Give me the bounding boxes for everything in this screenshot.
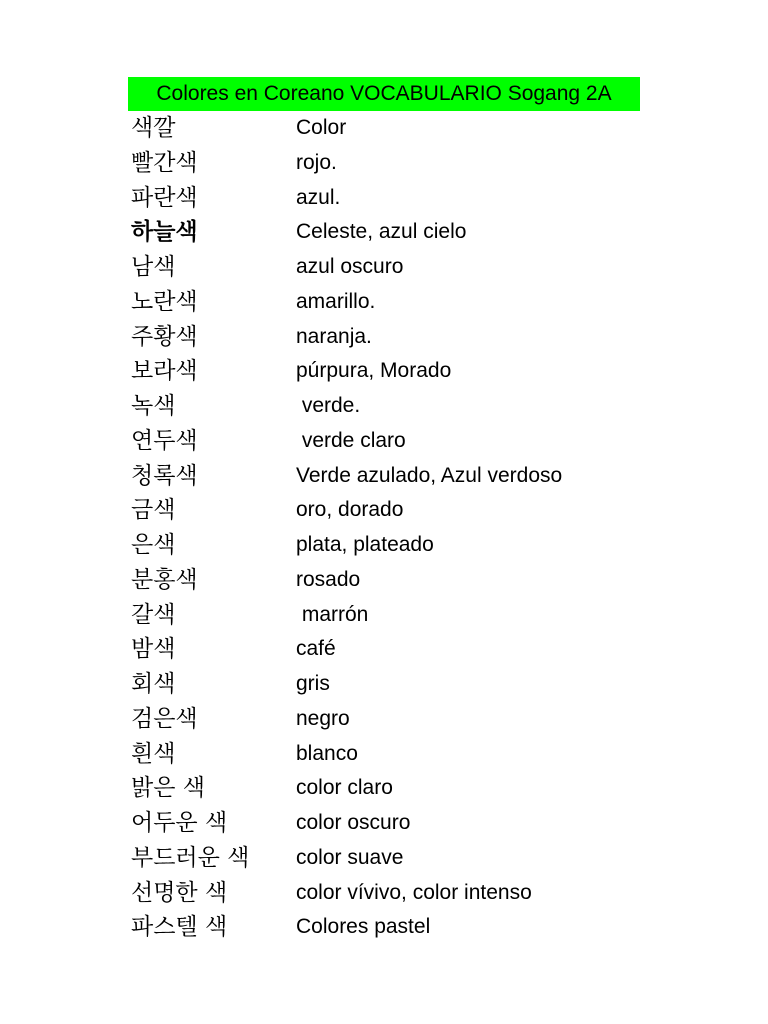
korean-term: 청록색 — [131, 462, 198, 489]
spanish-translation: Celeste, azul cielo — [296, 220, 467, 244]
korean-term: 남색 — [131, 254, 176, 280]
spanish-translation: naranja. — [296, 324, 372, 348]
vocab-row — [0, 389, 768, 424]
spanish-translation: negro — [296, 706, 350, 730]
document-title: Colores en Coreano VOCABULARIO Sogang 2A — [128, 77, 640, 111]
spanish-translation: color oscuro — [296, 811, 411, 834]
spanish-translation: rojo. — [296, 150, 337, 174]
korean-term: 색깔 — [131, 115, 176, 141]
korean-term: 밤색 — [131, 636, 176, 663]
vocab-row — [0, 459, 768, 494]
vocab-row — [0, 702, 768, 737]
korean-term: 금색 — [131, 497, 176, 524]
vocab-row — [0, 598, 768, 633]
vocab-row — [0, 667, 768, 702]
korean-term: 주황색 — [131, 323, 198, 350]
spanish-translation: gris — [296, 672, 330, 695]
spanish-translation: rosado — [296, 567, 361, 591]
korean-term: 파스텔 색 — [131, 914, 228, 941]
vocab-row — [0, 910, 768, 945]
spanish-translation: azul. — [296, 185, 341, 209]
korean-term: 어두운 색 — [131, 810, 228, 836]
vocab-row — [0, 285, 768, 320]
vocab-row — [0, 806, 768, 841]
vocab-row — [0, 771, 768, 806]
korean-term: 부드러운 색 — [131, 844, 250, 871]
spanish-translation: oro, dorado — [296, 498, 404, 522]
vocab-row — [0, 250, 768, 285]
spanish-translation: color suave — [296, 845, 404, 869]
spanish-translation: Colores pastel — [296, 915, 431, 939]
spanish-translation: amarillo. — [296, 289, 376, 313]
vocab-row — [0, 632, 768, 667]
vocab-row — [0, 737, 768, 772]
korean-term: 선명한 색 — [131, 879, 228, 906]
vocab-row — [0, 841, 768, 876]
vocab-row — [0, 493, 768, 528]
vocabulary-list — [0, 111, 768, 945]
vocab-row — [0, 320, 768, 355]
korean-term: 녹색 — [131, 393, 176, 419]
spanish-translation: color claro — [296, 776, 393, 800]
korean-term: 밝은 색 — [131, 775, 205, 802]
spanish-translation: color vívivo, color intenso — [296, 880, 532, 904]
vocab-row — [0, 215, 768, 250]
korean-term: 검은색 — [131, 705, 198, 732]
vocab-row — [0, 354, 768, 389]
korean-term: 하늘색 — [131, 219, 198, 246]
vocab-row — [0, 876, 768, 911]
vocab-row — [0, 146, 768, 181]
korean-term: 연두색 — [131, 427, 198, 454]
spanish-translation: marrón — [296, 602, 369, 626]
spanish-translation: púrpura, Morado — [296, 359, 452, 383]
spanish-translation: Color — [296, 116, 347, 139]
korean-term: 회색 — [131, 671, 176, 697]
vocab-row — [0, 181, 768, 216]
korean-term: 빨간색 — [131, 149, 198, 176]
vocab-row — [0, 563, 768, 598]
vocab-row — [0, 424, 768, 459]
spanish-translation: verde claro — [296, 428, 406, 452]
korean-term: 흰색 — [131, 740, 176, 767]
spanish-translation: plata, plateado — [296, 533, 434, 556]
korean-term: 분홍색 — [131, 566, 198, 593]
vocab-row — [0, 528, 768, 563]
spanish-translation: café — [296, 637, 336, 661]
spanish-translation: blanco — [296, 741, 358, 765]
vocab-row — [0, 111, 768, 146]
korean-term: 은색 — [131, 532, 176, 558]
spanish-translation: Verde azulado, Azul verdoso — [296, 463, 563, 487]
korean-term: 갈색 — [131, 601, 176, 628]
korean-term: 노란색 — [131, 288, 198, 315]
korean-term: 보라색 — [131, 358, 198, 385]
spanish-translation: azul oscuro — [296, 255, 404, 278]
spanish-translation: verde. — [296, 394, 361, 417]
korean-term: 파란색 — [131, 184, 198, 211]
